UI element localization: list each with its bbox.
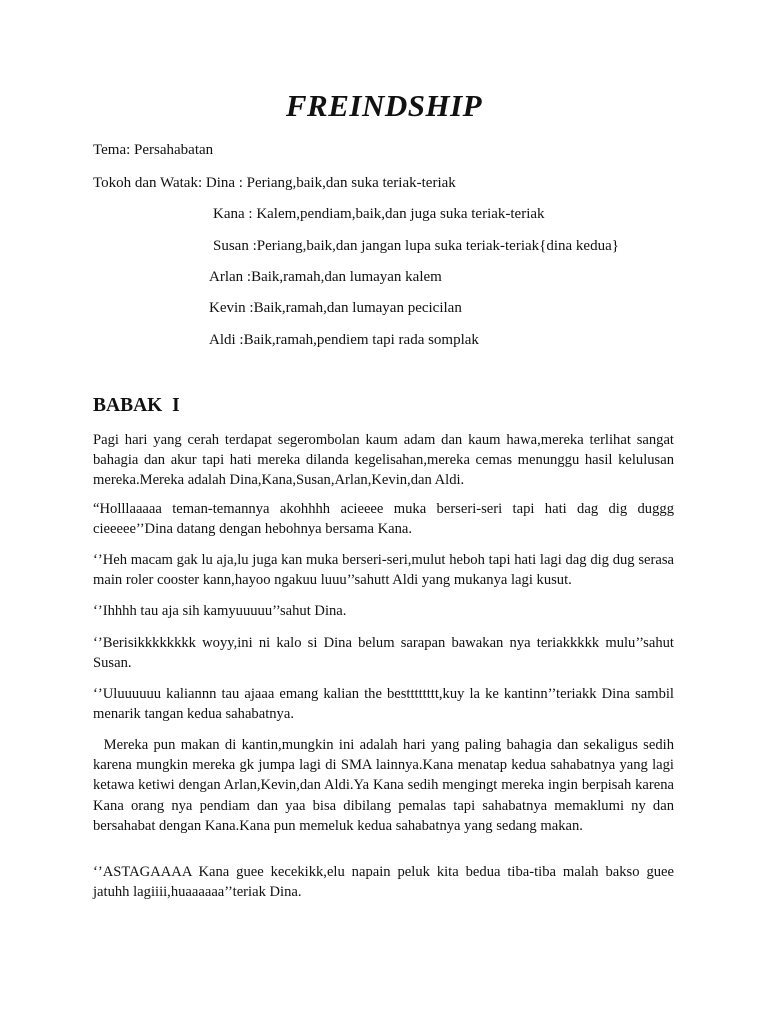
document-title: FREINDSHIP: [285, 88, 483, 123]
paragraph: ‘’Berisikkkkkkkk woyy,ini ni kalo si Dina belum sarapan bawakan nya teriakkkkk mulu’’sahut Susan.: [93, 635, 674, 672]
paragraph: Pagi hari yang cerah terdapat segerombolan kaum adam dan kaum hawa,mereka terlihat sangat bahagia dan akur tapi hati mereka dilanda kegelisahan,mereka cemas menunggu hasil kelulusan mereka.Mereka adalah Dina,Kana,Susan,Arlan,Kevin,dan Aldi.: [93, 432, 674, 489]
paragraph: ‘’Uluuuuuu kaliannn tau ajaaa emang kalian the bestttttttt,kuy la ke kantinn’’teriakk Dina sambil menarik tangan kedua sahabatnya.: [93, 686, 674, 723]
paragraph: ‘’ASTAGAAAA Kana guee kecekikk,elu napain peluk kita bedua tiba-tiba malah bakso guee jatuhh lagiiii,huaaaaaa’’teriak Dina.: [93, 864, 674, 901]
paragraph: ‘’Heh macam gak lu aja,lu juga kan muka berseri-seri,mulut heboh tapi hati lagi dag dig dug serasa main roler cooster kann,hayoo ngakuu luuu’’sahutt Aldi yang mukanya lagi kusut.: [93, 552, 674, 589]
paragraph: ‘’Ihhhh tau aja sih kamyuuuuu’’sahut Dina.: [93, 603, 347, 619]
paragraph: Mereka pun makan di kantin,mungkin ini adalah hari yang paling bahagia dan sekaligus sedih karena mungkin mereka gk jumpa lagi di SMA lainnya.Kana menatap kedua sahabatnya yang lagi ketawa ketiwi dengan Arlan,Kevin,dan Aldi.Ya Kana sedih mengingt mereka ingin berpisah karena Kana orang nya pendiam dan yaa bisa dibilang pemalas tapi sahabatnya memaklumi ny dan bersahabat dengan Kana.Kana pun memeluk kedua sahabatnya yang sedang makan.: [93, 737, 678, 834]
tema-line: Tema: Persahabatan: [93, 142, 214, 158]
tokoh-line-aldi: Aldi :Baik,ramah,pendiem tapi rada somplak: [209, 332, 479, 348]
tokoh-line-arlan: Arlan :Baik,ramah,dan lumayan kalem: [209, 269, 442, 285]
paragraph: “Holllaaaaa teman-temannya akohhhh acieeee muka berseri-seri tapi hati dag dig duggg cieeeee’’Dina datang dengan hebohnya bersama Kana.: [93, 501, 674, 538]
tokoh-line-kana: Kana : Kalem,pendiam,baik,dan juga suka teriak-teriak: [213, 206, 545, 222]
section-heading: BABAK I: [93, 395, 180, 416]
tokoh-line-susan: Susan :Periang,baik,dan jangan lupa suka teriak-teriak{dina kedua}: [213, 238, 619, 254]
tokoh-line-kevin: Kevin :Baik,ramah,dan lumayan pecicilan: [209, 300, 462, 316]
tokoh-line-dina: Tokoh dan Watak: Dina : Periang,baik,dan suka teriak-teriak: [93, 175, 456, 191]
